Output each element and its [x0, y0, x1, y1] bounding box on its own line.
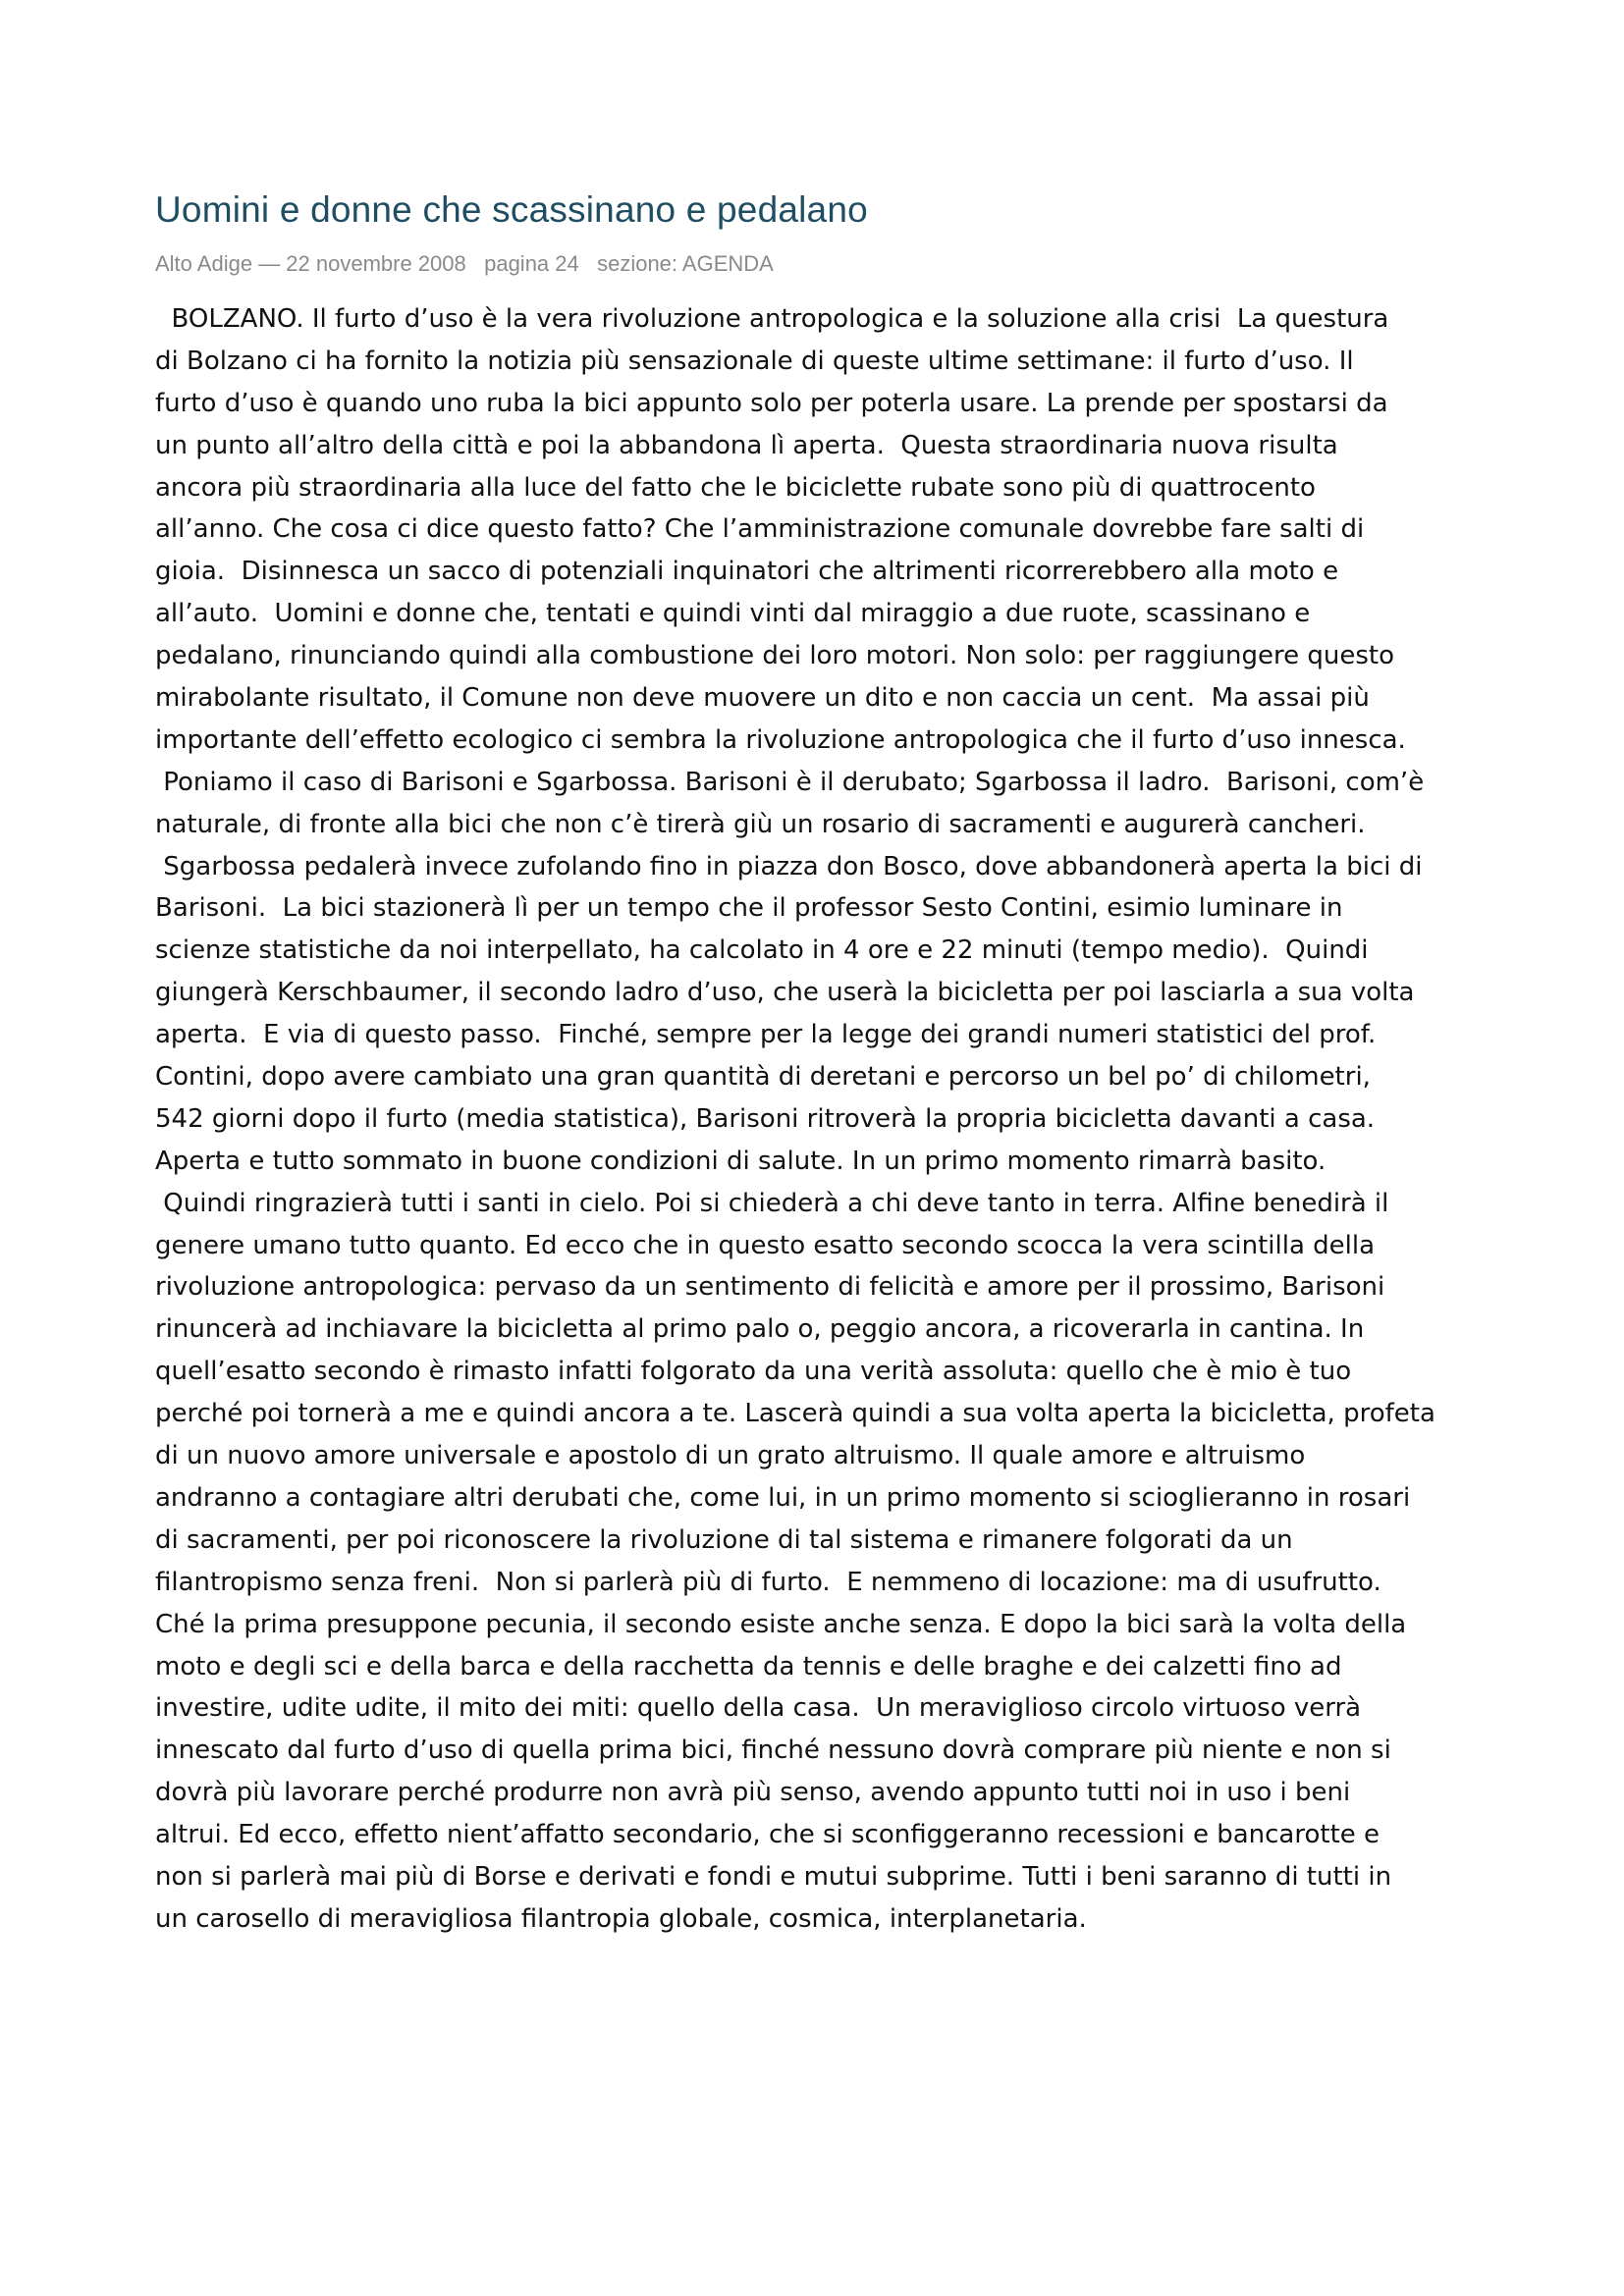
article-body-line: Poniamo il caso di Barisoni e Sgarbossa. Barisoni è il derubato; Sgarbossa il ladro. Barisoni, com’è — [155, 767, 1425, 797]
article-body-line: andranno a contagiare altri derubati che, come lui, in un primo momento si scioglieranno in rosari — [155, 1482, 1411, 1513]
article-body-line: un punto all’altro della città e poi la abbandona lì aperta. Questa straordinaria nuova risulta — [155, 430, 1338, 460]
article-body-line: di sacramenti, per poi riconoscere la rivoluzione di tal sistema e rimanere folgorati da un — [155, 1524, 1293, 1555]
article-body-line: non si parlerà mai più di Borse e derivati e fondi e mutui subprime. Tutti i beni saranno di tutti in — [155, 1861, 1392, 1892]
article-body-line: pedalano, rinunciando quindi alla combustione dei loro motori. Non solo: per raggiungere questo — [155, 641, 1395, 671]
article-body-line: investire, udite udite, il mito dei miti: quello della casa. Un meraviglioso circolo virtuoso verrà — [155, 1693, 1362, 1724]
article-body-line: altrui. Ed ecco, effetto nient’affatto secondario, che si sconfiggeranno recessioni e bancarotte e — [155, 1820, 1380, 1850]
article-body-line: un carosello di meravigliosa filantropia globale, cosmica, interplanetaria. — [155, 1903, 1087, 1934]
article-body-line: all’auto. Uomini e donne che, tentati e quindi vinti dal miraggio a due ruote, scassinano e — [155, 599, 1311, 629]
article-body-line: Aperta e tutto sommato in buone condizioni di salute. In un primo momento rimarrà basito. — [155, 1146, 1326, 1176]
article-body-line: rinuncerà ad inchiavare la bicicletta al primo palo o, peggio ancora, a ricoverarla in cantina. In — [155, 1314, 1365, 1345]
article-body — [155, 298, 1490, 1941]
article-body-line: BOLZANO. Il furto d’uso è la vera rivoluzione antropologica e la soluzione alla crisi La questura — [155, 304, 1389, 334]
article-body-line: naturale, di fronte alla bici che non c’è tirerà giù un rosario di sacramenti e augurerà cancheri. — [155, 809, 1366, 839]
article-body-line: ancora più straordinaria alla luce del fatto che le biciclette rubate sono più di quattrocento — [155, 472, 1316, 503]
article-body-line: Sgarbossa pedalerà invece zufolando fino in piazza don Bosco, dove abbandonerà aperta la bici di — [155, 851, 1423, 881]
article-body-line: dovrà più lavorare perché produrre non avrà più senso, avendo appunto tutti noi in uso i beni — [155, 1778, 1351, 1808]
article-body-line: Barisoni. La bici stazionerà lì per un tempo che il professor Sesto Contini, esimio luminare in — [155, 893, 1343, 924]
article-body-line: rivoluzione antropologica: pervaso da un sentimento di felicità e amore per il prossimo, Barisoni — [155, 1272, 1385, 1303]
article-body-line: filantropismo senza freni. Non si parlerà più di furto. E nemmeno di locazione: ma di usufrutto. — [155, 1567, 1381, 1597]
article-body-line: 542 giorni dopo il furto (media statistica), Barisoni ritroverà la propria bicicletta davanti a casa. — [155, 1103, 1376, 1134]
article-body-line: di Bolzano ci ha fornito la notizia più sensazionale di queste ultime settimane: il furto d’uso. Il — [155, 346, 1354, 376]
article-byline: Alto Adige — 22 novembre 2008 pagina 24 sezione: AGENDA — [155, 251, 774, 276]
article-body-line: innescato dal furto d’uso di quella prima bici, finché nessuno dovrà comprare più niente e non si — [155, 1735, 1391, 1766]
article-body-line: Quindi ringrazierà tutti i santi in cielo. Poi si chiederà a chi deve tanto in terra. Alfine benedirà il — [155, 1188, 1389, 1218]
article-body-line: quell’esatto secondo è rimasto infatti folgorato da una verità assoluta: quello che è mio è tuo — [155, 1357, 1352, 1387]
article-body-line: moto e degli sci e della barca e della racchetta da tennis e delle braghe e dei calzetti fino ad — [155, 1651, 1342, 1682]
article-body-line: Ché la prima presuppone pecunia, il secondo esiste anche senza. E dopo la bici sarà la volta della — [155, 1609, 1407, 1639]
article-body-line: importante dell’effetto ecologico ci sembra la rivoluzione antropologica che il furto d’uso innesca. — [155, 724, 1406, 755]
article-title: Uomini e donne che scassinano e pedalano — [155, 189, 868, 230]
article-body-line: furto d’uso è quando uno ruba la bici appunto solo per poterla usare. La prende per spostarsi da — [155, 388, 1388, 418]
article-body-line: scienze statistiche da noi interpellato, ha calcolato in 4 ore e 22 minuti (tempo medio). Quindi — [155, 935, 1369, 966]
article-body-line: all’anno. Che cosa ci dice questo fatto? Che l’amministrazione comunale dovrebbe fare salti di — [155, 514, 1365, 545]
article-body-line: perché poi tornerà a me e quindi ancora a te. Lascerà quindi a sua volta aperta la bicicletta, profeta — [155, 1399, 1435, 1429]
article-body-line: aperta. E via di questo passo. Finché, sempre per la legge dei grandi numeri statistici del prof. — [155, 1020, 1377, 1050]
article — [155, 187, 1490, 1941]
article-body-line: genere umano tutto quanto. Ed ecco che in questo esatto secondo scocca la vera scintilla della — [155, 1230, 1376, 1260]
article-body-line: giungerà Kerschbaumer, il secondo ladro d’uso, che userà la bicicletta per poi lasciarla a sua volta — [155, 978, 1415, 1008]
article-body-line: di un nuovo amore universale e apostolo di un grato altruismo. Il quale amore e altruismo — [155, 1441, 1306, 1471]
article-body-line: gioia. Disinnesca un sacco di potenziali inquinatori che altrimenti ricorrerebbero alla moto e — [155, 557, 1339, 587]
article-body-line: mirabolante risultato, il Comune non deve muovere un dito e non caccia un cent. Ma assai più — [155, 683, 1370, 714]
article-body-line: Contini, dopo avere cambiato una gran quantità di deretani e percorso un bel po’ di chilometri, — [155, 1062, 1371, 1093]
